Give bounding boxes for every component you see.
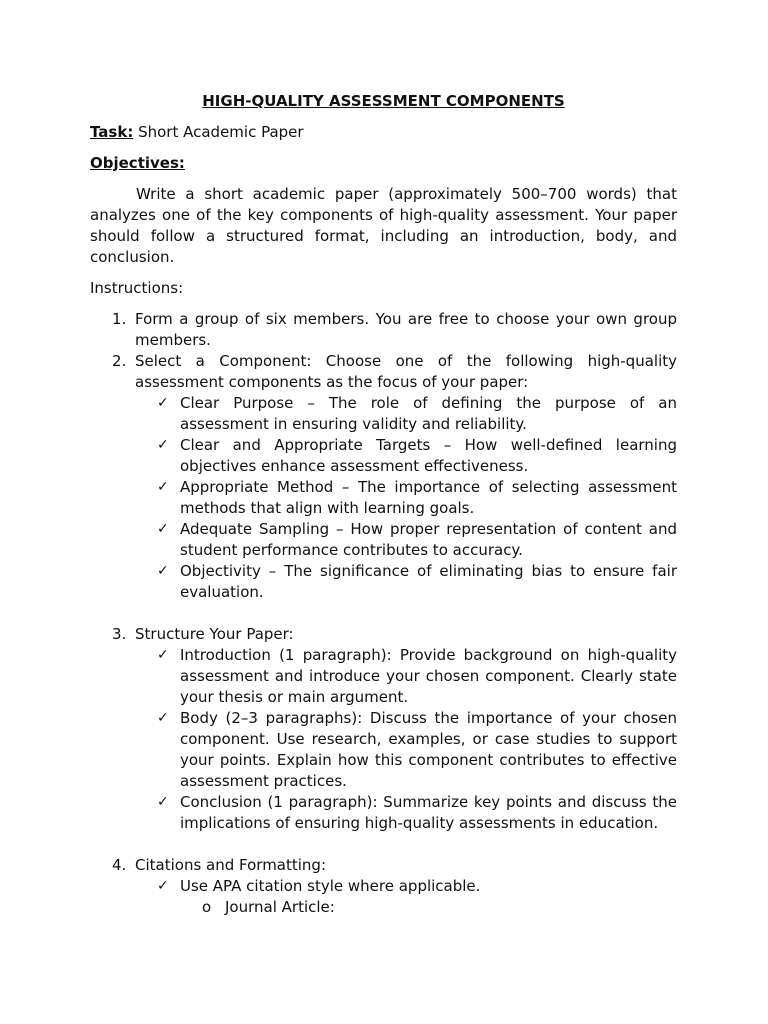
checklist <box>135 876 677 918</box>
checklist-item <box>135 393 677 435</box>
checklist-item-text: Body (2–3 paragraphs): Discuss the importance of your chosen component. Use research, examples, or case studies to support your points. Explain how this component contributes to effective assessment practices. <box>180 709 677 790</box>
checkmark-icon: ✓ <box>157 563 169 579</box>
checklist-item <box>135 477 677 519</box>
checklist-item <box>135 435 677 477</box>
instruction-step <box>90 309 677 351</box>
step-text: Structure Your Paper: <box>135 625 294 643</box>
checklist-item-text: Conclusion (1 paragraph): Summarize key points and discuss the implications of ensuring high-quality assessments in education. <box>180 793 677 832</box>
task-label: Task: <box>90 123 134 141</box>
checklist-item <box>135 876 677 918</box>
checklist <box>135 645 677 834</box>
checklist-item-text: Appropriate Method – The importance of selecting assessment methods that align with learning goals. <box>180 478 677 517</box>
step-text: Citations and Formatting: <box>135 856 327 874</box>
checkmark-icon: ✓ <box>157 710 169 726</box>
checkmark-icon: ✓ <box>157 395 169 411</box>
checkmark-icon: ✓ <box>157 794 169 810</box>
objectives-paragraph: Write a short academic paper (approximately 500–700 words) that analyzes one of the key components of high-quality assessment. Your paper should follow a structured format, including an introduction, body, and conclusion. <box>90 185 677 266</box>
checklist-item <box>135 645 677 708</box>
checklist-item <box>135 519 677 561</box>
sub-list-item-text: Journal Article: <box>225 898 335 916</box>
instructions-list <box>90 309 677 918</box>
instruction-step <box>90 624 677 834</box>
checklist-item-text: Objectivity – The significance of eliminating bias to ensure fair evaluation. <box>180 562 677 601</box>
task-value: Short Academic Paper <box>133 123 304 141</box>
checklist-item <box>135 708 677 792</box>
checklist-item-text: Clear Purpose – The role of defining the purpose of an assessment in ensuring validity and reliability. <box>180 394 677 433</box>
task-line <box>90 122 677 143</box>
checkmark-icon: ✓ <box>157 521 169 537</box>
step-number: 3. <box>112 625 127 643</box>
checklist-item-text: Use APA citation style where applicable. <box>180 877 481 895</box>
checkmark-icon: ✓ <box>157 437 169 453</box>
step-number: 4. <box>112 856 127 874</box>
sub-list <box>180 897 677 918</box>
checkmark-icon: ✓ <box>157 647 169 663</box>
objectives-heading <box>90 153 677 174</box>
checklist-item-text: Adequate Sampling – How proper representation of content and student performance contributes to accuracy. <box>180 520 677 559</box>
checklist-item <box>135 792 677 834</box>
step-text: Form a group of six members. You are free to choose your own group members. <box>135 310 677 349</box>
document-title: HIGH-QUALITY ASSESSMENT COMPONENTS <box>202 92 565 110</box>
step-text: Select a Component: Choose one of the following high-quality assessment components as the focus of your paper: <box>135 352 677 391</box>
instruction-step <box>90 855 677 918</box>
instruction-step <box>90 351 677 603</box>
instructions-heading: Instructions: <box>90 279 184 297</box>
document-page <box>90 91 677 918</box>
checklist-item <box>135 561 677 603</box>
checkmark-icon: ✓ <box>157 878 169 894</box>
step-number: 2. <box>112 352 127 370</box>
objectives-label: Objectives: <box>90 154 185 172</box>
checkmark-icon: ✓ <box>157 479 169 495</box>
circle-bullet-icon: o <box>202 898 212 916</box>
checklist <box>135 393 677 603</box>
sub-list-item <box>180 897 677 918</box>
checklist-item-text: Clear and Appropriate Targets – How well-defined learning objectives enhance assessment effectiveness. <box>180 436 677 475</box>
step-number: 1. <box>112 310 127 328</box>
checklist-item-text: Introduction (1 paragraph): Provide background on high-quality assessment and introduce your chosen component. Clearly state your thesis or main argument. <box>180 646 677 706</box>
